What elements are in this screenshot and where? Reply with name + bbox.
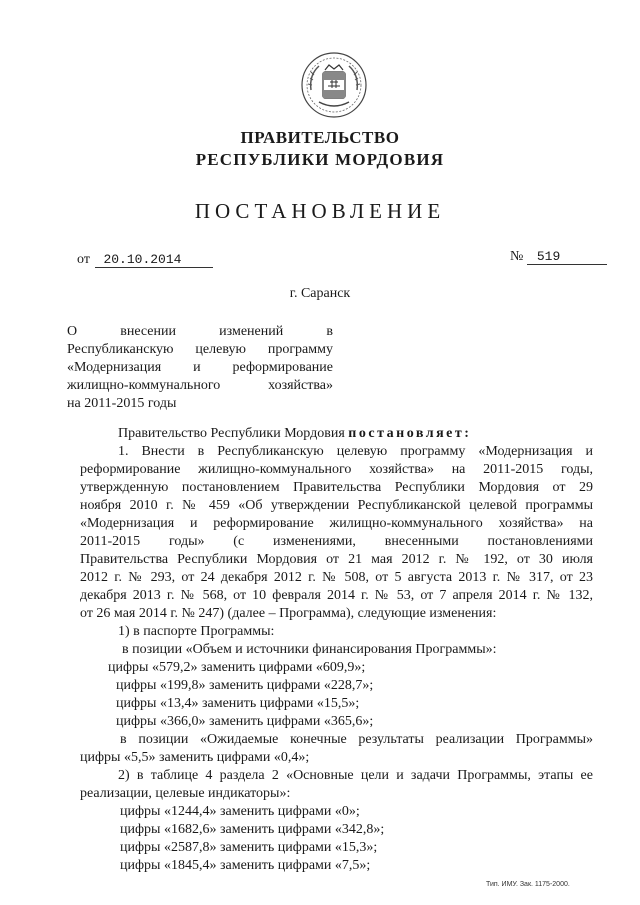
body-line: «Модернизация и реформирование жилищно-коммунального хозяйства» на: [80, 516, 593, 531]
decree-word: постановляет:: [348, 426, 472, 441]
number-value: 519: [527, 249, 607, 265]
body-line: ноября 2010 г. № 459 «Об утверждении Республиканской целевой программы: [80, 498, 593, 513]
document-type: ПОСТАНОВЛЕНИЕ: [194, 199, 446, 223]
date-field: [77, 252, 213, 268]
print-footer: Тип. ИМУ. Зак. 1175-2000.: [486, 881, 570, 888]
subject-line: на 2011-2015 годы: [67, 396, 177, 411]
item-passport: 1) в паспорте Программы:: [118, 624, 275, 639]
subject-line: «Модернизация и реформирование: [67, 360, 333, 375]
body-line: 2011-2015 годы» (с изменениями, внесенными постановлениями: [80, 534, 593, 549]
city: г. Саранск: [289, 286, 351, 301]
republic-title: РЕСПУБЛИКИ МОРДОВИЯ: [195, 150, 445, 169]
government-title: ПРАВИТЕЛЬСТВО: [240, 128, 400, 147]
coat-of-arms-icon: [299, 50, 369, 120]
replacement-line: цифры «2587,8» заменить цифрами «15,3»;: [120, 840, 378, 855]
number-prefix: №: [510, 249, 524, 264]
replacement-line: цифры «1244,4» заменить цифрами «0»;: [120, 804, 360, 819]
intro-line: [80, 425, 593, 443]
replacement-line: цифры «1845,4» заменить цифрами «7,5»;: [120, 858, 371, 873]
date-value: 20.10.2014: [95, 252, 213, 268]
body-line: от 26 мая 2014 г. № 247) (далее – Программа), следующие изменения:: [80, 606, 497, 621]
subject-line: Республиканскую целевую программу: [67, 342, 333, 357]
intro-text: Правительство Республики Мордовия: [118, 426, 349, 441]
body-line: декабря 2013 г. № 568, от 10 февраля 2014 г. № 53, от 7 апреля 2014 г. № 132,: [80, 588, 593, 603]
body-line: утвержденную постановлением Правительства Республики Мордовия от 29: [80, 480, 593, 495]
replacement-line: цифры «5,5» заменить цифрами «0,4»;: [80, 750, 310, 765]
body-line: 2012 г. № 293, от 24 декабря 2012 г. № 508, от 5 августа 2013 г. № 317, от 23: [80, 570, 593, 585]
replacement-line: цифры «13,4» заменить цифрами «15,5»;: [116, 696, 360, 711]
position-financing: в позиции «Объем и источники финансирования Программы»:: [122, 642, 497, 657]
body-line: реализации, целевые индикаторы»:: [80, 786, 291, 801]
item-table: 2) в таблице 4 раздела 2 «Основные цели и задачи Программы, этапы ее: [118, 768, 593, 783]
replacement-line: цифры «579,2» заменить цифрами «609,9»;: [108, 660, 366, 675]
subject-block: [67, 323, 333, 413]
subject-line: жилищно-коммунального хозяйства»: [67, 378, 333, 393]
body-line: реформирование жилищно-коммунального хозяйства» на 2011-2015 годы,: [80, 462, 593, 477]
date-prefix: от: [77, 252, 90, 267]
replacement-line: цифры «366,0» заменить цифрами «365,6»;: [116, 714, 374, 729]
replacement-line: цифры «199,8» заменить цифрами «228,7»;: [116, 678, 374, 693]
document-body: [80, 425, 593, 875]
number-field: [510, 249, 607, 265]
body-line: 1. Внести в Республиканскую целевую программу «Модернизация и: [118, 444, 593, 459]
position-results: в позиции «Ожидаемые конечные результаты реализации Программы»: [120, 732, 593, 747]
subject-line: О внесении изменений в: [67, 324, 333, 339]
replacement-line: цифры «1682,6» заменить цифрами «342,8»;: [120, 822, 385, 837]
body-line: Правительства Республики Мордовия от 21 мая 2012 г. № 192, от 30 июля: [80, 552, 593, 567]
